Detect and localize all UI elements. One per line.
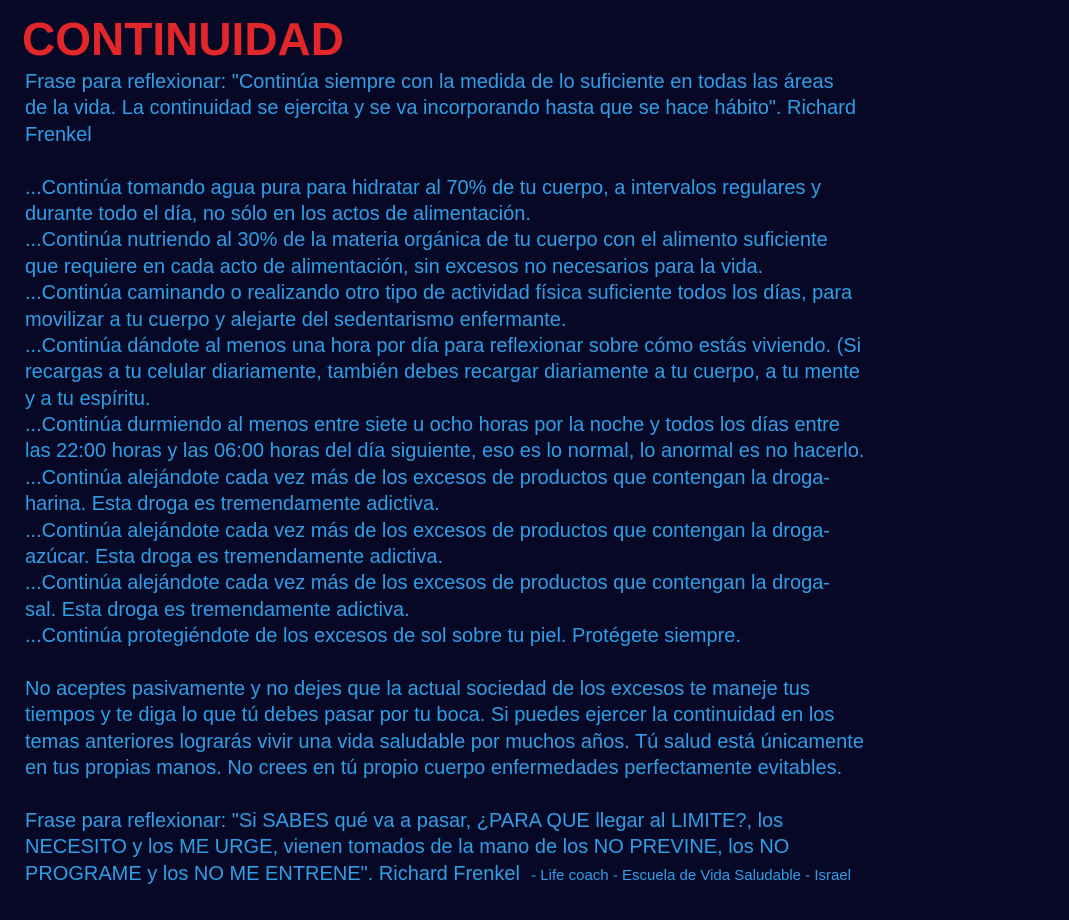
advice-line: harina. Esta droga es tremendamente adictiva. (25, 493, 440, 516)
advice-line: y a tu espíritu. (25, 387, 151, 410)
intro-quote-line: de la vida. La continuidad se ejercita y se va incorporando hasta que se hace hábito". Richard (25, 97, 856, 120)
advice-line: las 22:00 horas y las 06:00 horas del día siguiente, eso es lo normal, lo anormal es no hacerlo. (25, 440, 865, 463)
advice-line: ...Continúa durmiendo al menos entre siete u ocho horas por la noche y todos los días entre (25, 414, 840, 437)
advice-line: que requiere en cada acto de alimentación, sin excesos no necesarios para la vida. (25, 255, 764, 278)
advice-line: sal. Esta droga es tremendamente adictiva. (25, 598, 410, 621)
advice-line: ...Continúa tomando agua pura para hidratar al 70% de tu cuerpo, a intervalos regulares y (25, 176, 822, 199)
intro-quote-line: Frase para reflexionar: "Continúa siempre con la medida de lo suficiente en todas las áreas (25, 71, 834, 93)
advice-line: durante todo el día, no sólo en los actos de alimentación. (25, 202, 531, 225)
intro-quote-line: Frenkel (25, 123, 92, 146)
intro-quote (25, 69, 1055, 148)
advice-list (25, 175, 1055, 650)
advice-line: recargas a tu celular diariamente, también debes recargar diariamente a tu cuerpo, a tu mente (25, 361, 860, 384)
page-title: CONTINUIDAD (22, 13, 344, 65)
advice-line: ...Continúa nutriendo al 30% de la materia orgánica de tu cuerpo con el alimento suficiente (25, 229, 828, 252)
paragraph-spacer (25, 782, 1055, 808)
advice-line: azúcar. Esta droga es tremendamente adictiva. (25, 546, 444, 569)
article-body (25, 69, 1055, 887)
advice-line: ...Continúa caminando o realizando otro tipo de actividad física suficiente todos los días, para (25, 282, 853, 305)
closing-paragraph (25, 676, 1055, 782)
final-quote-line: Frase para reflexionar: "Si SABES qué va a pasar, ¿PARA QUE llegar al LIMITE?, los (25, 809, 784, 832)
advice-line: ...Continúa dándote al menos una hora por día para reflexionar sobre cómo estás viviendo. (Si (25, 334, 862, 357)
final-quote-line: NECESITO y los ME URGE, vienen tomados de la mano de los NO PREVINE, los NO (25, 836, 790, 859)
paragraph-spacer (25, 650, 1055, 676)
advice-line: movilizar a tu cuerpo y alejarte del sedentarismo enfermante. (25, 308, 567, 331)
advice-line: ...Continúa protegiéndote de los excesos de sol sobre tu piel. Protégete siempre. (25, 625, 741, 648)
closing-line: No aceptes pasivamente y no dejes que la actual sociedad de los excesos te maneje tus (25, 677, 810, 700)
advice-line: ...Continúa alejándote cada vez más de los excesos de productos que contengan la droga- (25, 466, 830, 489)
final-quote-last-line (25, 861, 1055, 887)
author-signature: - Life coach - Escuela de Vida Saludable - Israel (531, 866, 852, 884)
closing-line: en tus propias manos. No crees en tú propio cuerpo enfermedades perfectamente evitables. (25, 757, 843, 780)
advice-line: ...Continúa alejándote cada vez más de los excesos de productos que contengan la droga- (25, 572, 830, 595)
final-quote-text: PROGRAME y los NO ME ENTRENE". Richard Frenkel (25, 862, 520, 885)
closing-line: tiempos y te diga lo que tú debes pasar por tu boca. Si puedes ejercer la continuidad en los (25, 704, 835, 727)
final-quote (25, 808, 1055, 887)
closing-line: temas anteriores lograrás vivir una vida saludable por muchos años. Tú salud está únicamente (25, 730, 864, 753)
paragraph-spacer (25, 148, 1055, 174)
advice-line: ...Continúa alejándote cada vez más de los excesos de productos que contengan la droga- (25, 519, 830, 542)
